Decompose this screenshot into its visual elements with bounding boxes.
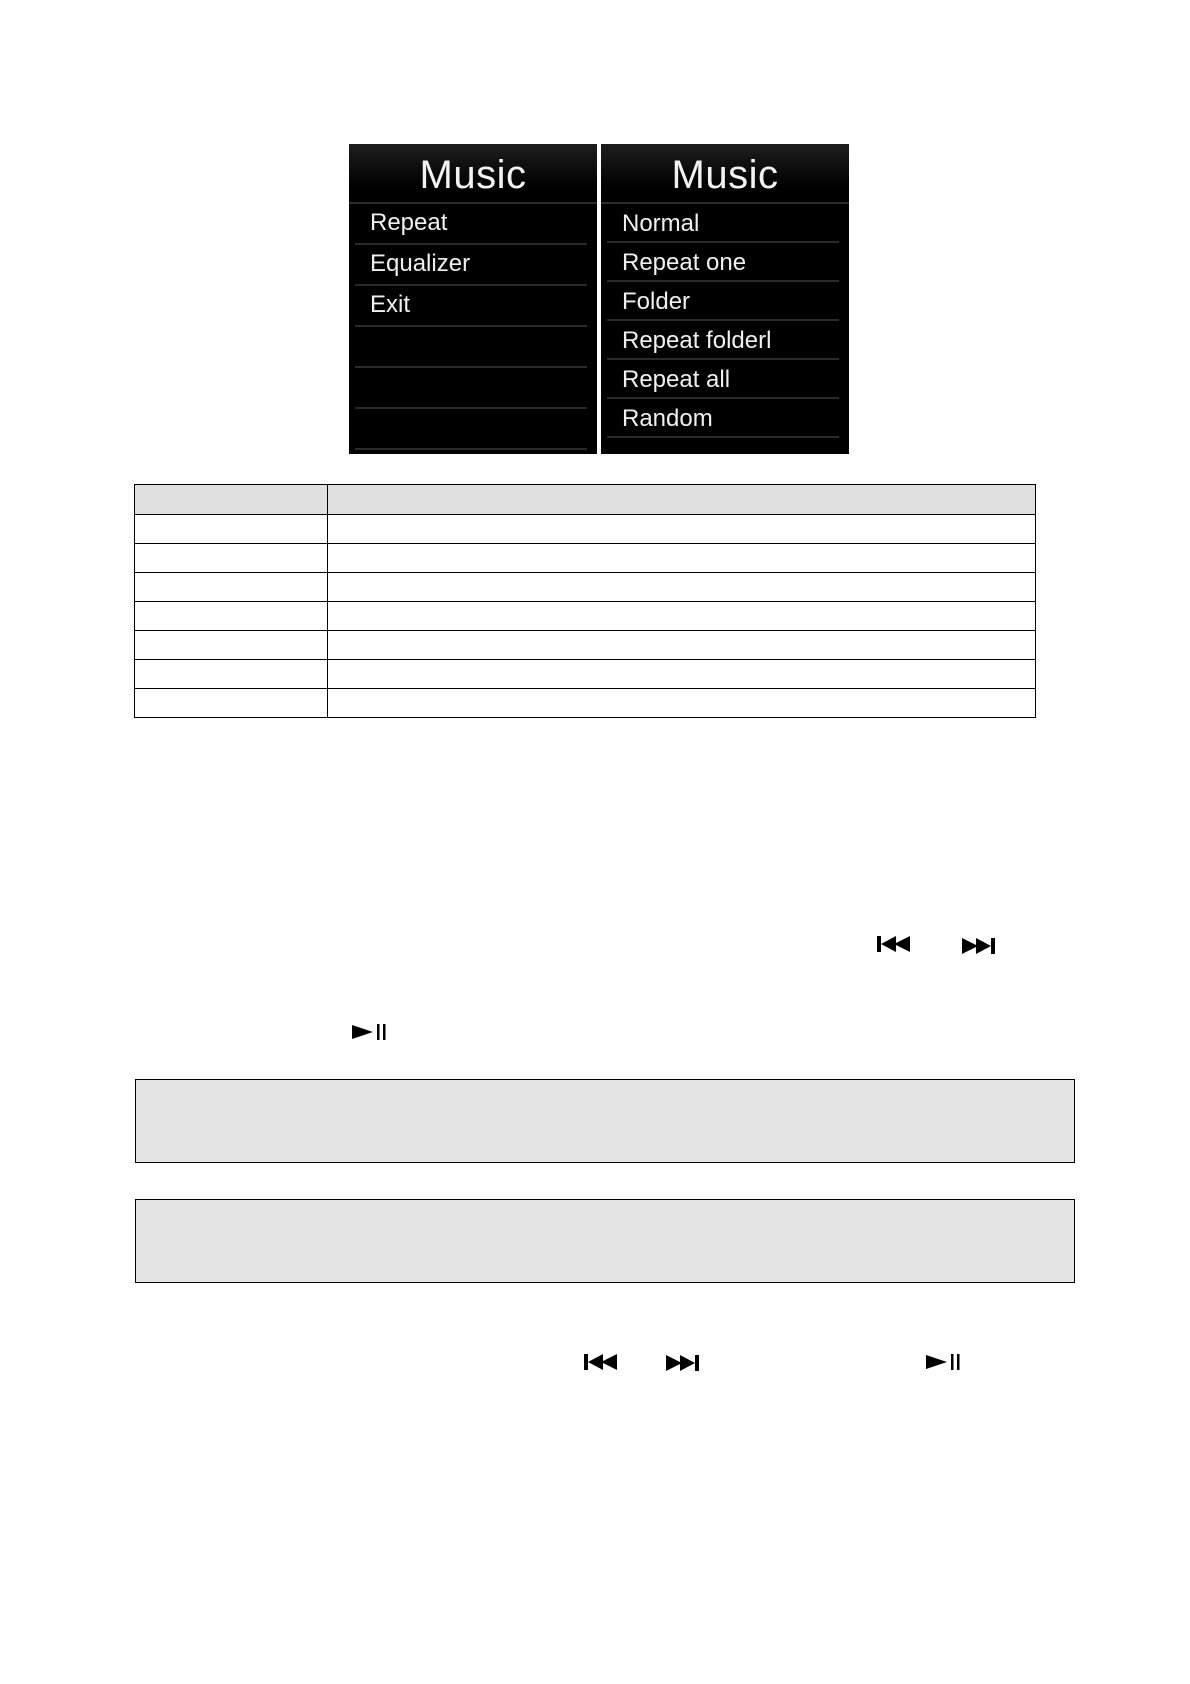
table-row	[135, 631, 1036, 660]
table-cell	[135, 602, 328, 631]
repeat-option-repeat-folder[interactable]: Repeat folderl	[607, 321, 839, 360]
play-pause-icon	[352, 1023, 388, 1041]
repeat-option-repeat-one[interactable]: Repeat one	[607, 243, 839, 282]
table-row	[135, 602, 1036, 631]
table-cell	[135, 631, 328, 660]
table-cell	[328, 660, 1036, 689]
table-cell	[328, 602, 1036, 631]
screen-title: Music	[349, 144, 597, 204]
menu-item-empty	[355, 327, 587, 368]
table-cell	[135, 689, 328, 718]
options-table	[134, 484, 1036, 718]
table-cell	[328, 573, 1036, 602]
menu-item-repeat[interactable]: Repeat	[355, 204, 587, 245]
skip-next-icon	[666, 1354, 700, 1372]
skip-previous-icon	[877, 935, 911, 953]
table-row	[135, 660, 1036, 689]
repeat-option-random[interactable]: Random	[607, 399, 839, 438]
music-menu-screen	[349, 144, 597, 454]
note-box	[135, 1079, 1075, 1163]
table-row	[135, 689, 1036, 718]
menu-item-equalizer[interactable]: Equalizer	[355, 245, 587, 286]
menu-item-empty	[355, 368, 587, 409]
table-cell	[328, 515, 1036, 544]
play-pause-icon	[926, 1353, 962, 1371]
table-cell	[328, 689, 1036, 718]
table-header-row	[135, 485, 1036, 515]
repeat-option-folder[interactable]: Folder	[607, 282, 839, 321]
table-cell	[135, 515, 328, 544]
table-row	[135, 515, 1036, 544]
repeat-option-repeat-all[interactable]: Repeat all	[607, 360, 839, 399]
table-cell	[135, 573, 328, 602]
table-row	[135, 544, 1036, 573]
menu-item-exit[interactable]: Exit	[355, 286, 587, 327]
skip-previous-icon	[584, 1353, 618, 1371]
table-row	[135, 573, 1036, 602]
table-cell	[328, 544, 1036, 573]
screen-title: Music	[601, 144, 849, 204]
note-box	[135, 1199, 1075, 1283]
menu-item-empty	[355, 409, 587, 450]
repeat-option-normal[interactable]: Normal	[607, 204, 839, 243]
table-cell	[328, 631, 1036, 660]
table-cell	[135, 544, 328, 573]
table-cell	[135, 485, 328, 515]
table-cell	[135, 660, 328, 689]
repeat-mode-screen	[601, 144, 849, 454]
table-cell	[328, 485, 1036, 515]
skip-next-icon	[962, 937, 996, 955]
